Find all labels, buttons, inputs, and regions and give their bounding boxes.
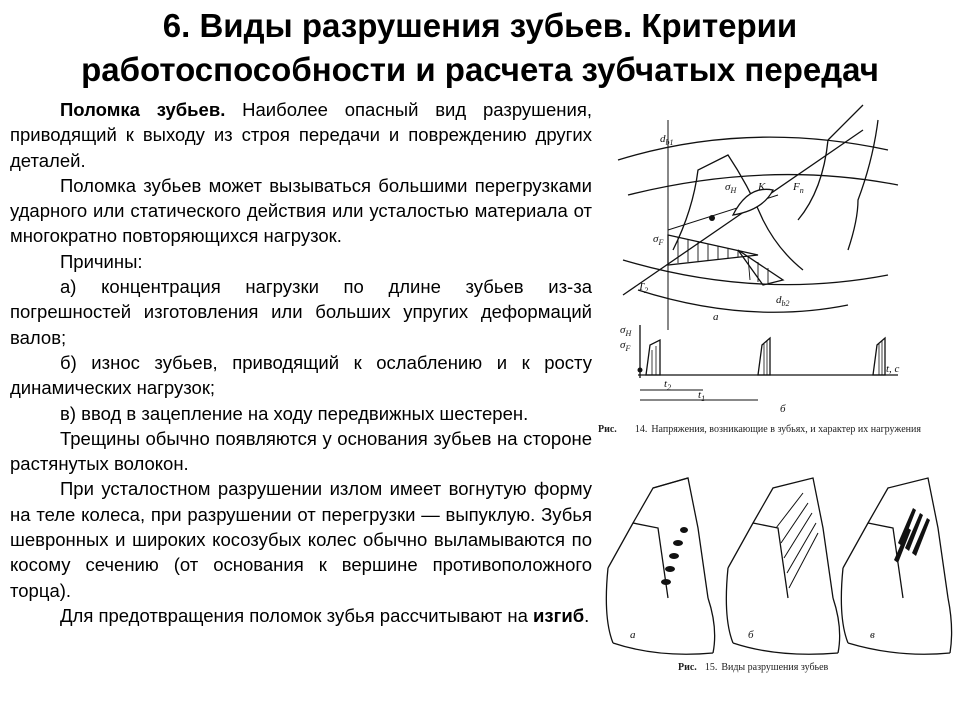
graph-label-sigma-f: $\sigma_F$ xyxy=(620,339,631,353)
label-15a: а xyxy=(630,629,636,641)
label-b: б xyxy=(780,403,786,415)
reason-b: б) износ зубьев, приводящий к ослаблению и к росту динамических нагрузок; xyxy=(10,351,592,399)
breakage-definition: Наиболее опасный вид разрушения, приводящий к выходу из строя передачи и повреждению других деталей. xyxy=(10,99,592,171)
label-t2: $T_2$ xyxy=(638,281,649,295)
contact-stress-zone xyxy=(733,189,773,215)
paragraph-reasons-heading: Причины: xyxy=(60,250,143,272)
pulse-hatching xyxy=(652,341,882,375)
label-t1: $t_1$ xyxy=(698,389,706,403)
label-time: t, c xyxy=(886,363,900,375)
stress-hatching-2 xyxy=(748,257,768,283)
tooth-b xyxy=(726,478,839,654)
paragraph-fracture-shape: При усталостном разрушении излом имеет вогнутую форму на теле колеса, при разрушении от перегрузки — выпуклую. Зубья шевронных и широких косозубых колес обычно выламываются по косому сечению (от основания к вершине противоположного торца). xyxy=(10,478,592,601)
label-t2-small: $t_2$ xyxy=(664,378,672,392)
reason-a: а) концентрация нагрузки по длине зубьев из-за погрешностей изготовления или больших упругих деформаций валов; xyxy=(10,276,592,348)
reason-v: в) ввод в зацепление на ходу передвижных шестерен. xyxy=(60,402,529,424)
tooth-a xyxy=(606,478,714,654)
term-bending: изгиб xyxy=(533,604,585,626)
term-breakage: Поломка зубьев. xyxy=(60,99,226,120)
graph-label-sigma-h: $\sigma_H$ xyxy=(620,324,632,338)
origin-point xyxy=(638,368,643,373)
figure-15-caption: Рис. 15. Виды разрушения зубьев xyxy=(678,662,829,673)
pulse-1 xyxy=(646,340,660,375)
figure-14-caption: Рис. 14. Напряжения, возникающие в зубьях, и характер их нагружения xyxy=(598,424,921,435)
label-fn: $F_n$ xyxy=(793,181,804,195)
label-15v: в xyxy=(870,629,875,641)
paragraph-causes-load: Поломка зубьев может вызываться большими перегрузками ударного или статического действия или усталостью материала от многократно повторяющихся нагрузок. xyxy=(10,174,592,247)
slide-title xyxy=(0,4,960,92)
prevention-text: Для предотвращения поломок зубья рассчитывают на xyxy=(60,604,534,626)
label-a: a xyxy=(713,311,719,323)
label-db1: $d_{b1}$ xyxy=(660,133,674,147)
figure-15 xyxy=(598,468,956,680)
tooth-failure-diagram xyxy=(598,468,956,680)
scuffing-marks xyxy=(894,508,930,563)
stress-hatching xyxy=(678,237,738,263)
tooth-v xyxy=(841,478,951,654)
label-sigma-h: $\sigma_H$ xyxy=(725,181,737,195)
pitch-arc-bottom xyxy=(638,290,848,312)
mating-tooth xyxy=(798,105,863,220)
paragraph-cracks: Трещины обычно появляются у основания зубьев на стороне растянутых волокон. xyxy=(10,427,592,475)
label-k: K xyxy=(758,181,766,193)
label-15b: б xyxy=(748,629,754,641)
bending-stress-left xyxy=(668,235,758,265)
label-db2: $d_{b2}$ xyxy=(776,294,790,308)
paragraph-breakage xyxy=(10,97,592,173)
bending-stress-right xyxy=(738,250,783,285)
tooth-stress-diagram xyxy=(598,100,956,440)
title-line-2: работоспособности и расчета зубчатых передач xyxy=(81,51,879,88)
body-text xyxy=(10,97,592,628)
contact-point xyxy=(709,215,715,221)
pitch-arc-3 xyxy=(623,260,888,285)
figure-14 xyxy=(598,100,956,440)
prevention-end: . xyxy=(584,604,590,626)
title-line-1: 6. Виды разрушения зубьев. Критерии xyxy=(162,7,798,44)
label-sigma-f: $\sigma_F$ xyxy=(653,233,664,247)
mating-tooth-2 xyxy=(848,120,878,250)
paragraph-prevention xyxy=(10,603,592,628)
